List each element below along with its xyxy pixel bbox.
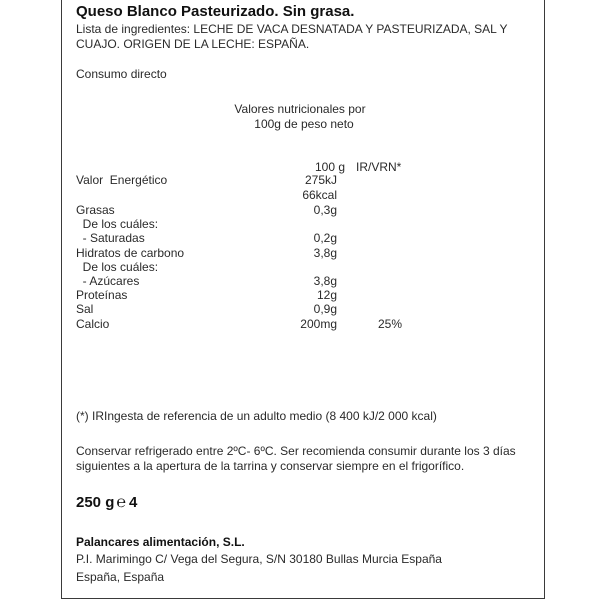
- nutrition-row-label: Calcio: [76, 317, 110, 331]
- unit-count: 4: [128, 494, 138, 511]
- nutrition-row-label: Sal: [76, 302, 94, 316]
- storage-line-1: Conservar refrigerado entre 2ºC- 6ºC. Ser recomienda consumir durante los 3 días: [76, 444, 516, 458]
- nutrition-heading: [0, 102, 600, 132]
- nutrition-row-label: De los cuáles:: [76, 217, 159, 231]
- ingredients-list: [76, 22, 508, 52]
- ingredients-line-2: CUAJO. ORIGEN DE LA LECHE: ESPAÑA.: [76, 37, 310, 51]
- column-header-reference: IR/VRN*: [356, 160, 402, 174]
- nutrition-row-value: 0,2g: [313, 231, 337, 245]
- nutrition-heading-line-1: Valores nutricionales por: [234, 102, 366, 116]
- nutrition-row-value: 12g: [316, 288, 337, 302]
- nutrition-row-value: 3,8g: [313, 274, 337, 288]
- nutrition-heading-line-2: 100g de peso neto: [254, 117, 354, 131]
- storage-instructions: [76, 444, 516, 474]
- company-country: España, España: [76, 570, 165, 584]
- company-address: P.I. Marimingo C/ Vega del Segura, S/N 30180 Bullas Murcia España: [76, 552, 442, 566]
- nutrition-row-value: 275kJ: [304, 173, 337, 187]
- net-weight-amount: 250 g: [76, 494, 115, 511]
- product-title: Queso Blanco Pasteurizado. Sin grasa.: [76, 3, 355, 20]
- nutrition-row-reference: 25%: [378, 317, 403, 331]
- nutrition-row-label: - Azúcares: [76, 274, 140, 288]
- ingredients-line-1: Lista de ingredientes: LECHE DE VACA DESNATADA Y PASTEURIZADA, SAL Y: [76, 22, 508, 36]
- nutrition-row-label: Proteínas: [76, 288, 128, 302]
- e-mark-icon: ℮: [116, 494, 126, 511]
- nutrition-row-label: - Saturadas: [76, 231, 145, 245]
- nutrition-row-value: 0,3g: [313, 203, 337, 217]
- nutrition-row-label: Grasas: [76, 203, 115, 217]
- reference-intake-note: (*) IRIngesta de referencia de un adulto medio (8 400 kJ/2 000 kcal): [76, 409, 437, 423]
- nutrition-row-value: 0,9g: [313, 302, 337, 316]
- nutrition-row-label: De los cuáles:: [76, 260, 159, 274]
- storage-line-2: siguientes a la apertura de la tarrina y conservar siempre en el frigorífico.: [76, 459, 465, 473]
- nutrition-row-label: Valor Energético: [76, 173, 168, 187]
- nutrition-row-value: 66kcal: [302, 188, 337, 202]
- nutrition-row-label: Hidratos de carbono: [76, 246, 185, 260]
- nutrition-row-value: 200mg: [300, 317, 337, 331]
- net-weight: [76, 494, 137, 512]
- usage-text: Consumo directo: [76, 67, 167, 81]
- nutrition-row-value: 3,8g: [313, 246, 337, 260]
- company-name: Palancares alimentación, S.L.: [76, 535, 245, 549]
- column-header-amount: 100 g: [315, 160, 346, 174]
